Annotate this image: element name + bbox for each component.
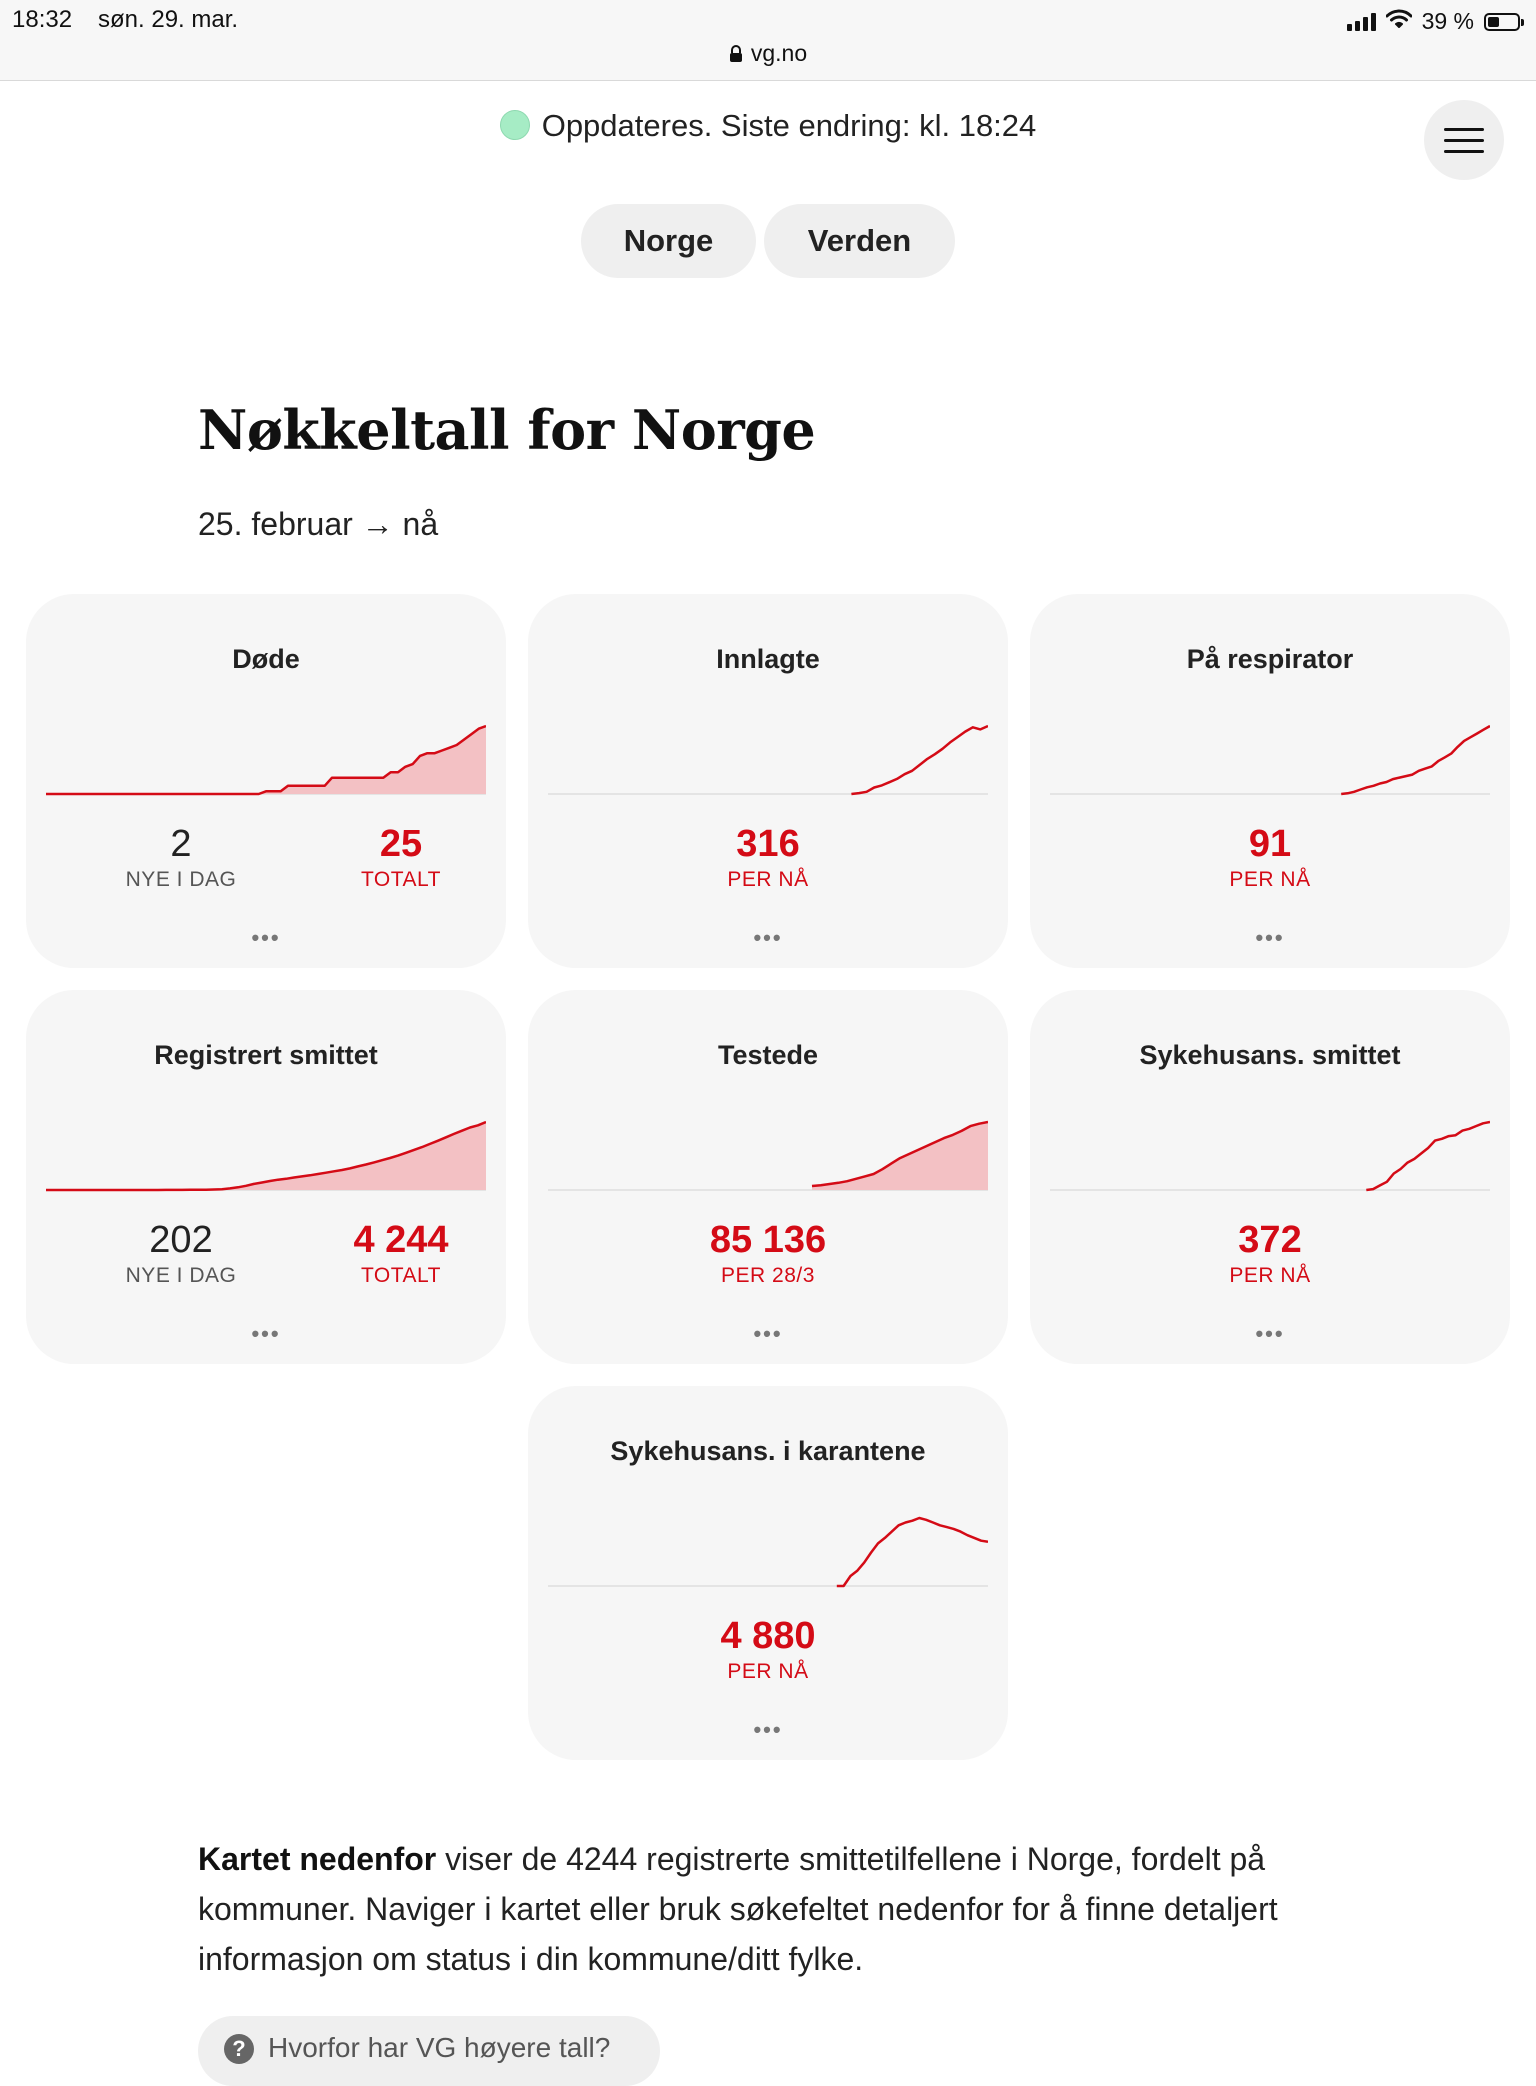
card-title: Sykehusans. i karantene [610, 1436, 926, 1466]
hamburger-icon [1444, 128, 1484, 131]
card-title: Sykehusans. smittet [1139, 1040, 1401, 1070]
sparkline-line [851, 726, 988, 794]
battery-percent: 39 % [1421, 8, 1474, 34]
why-higher-numbers-button[interactable] [198, 2016, 660, 2086]
stat-value: 91 [1248, 823, 1292, 865]
card-sykehusansatte-smittet[interactable] [1030, 990, 1510, 1364]
stat-value: 2 [170, 823, 192, 865]
stat-block [1160, 1218, 1380, 1288]
stat-block [291, 1218, 511, 1288]
trend-sparkline [548, 714, 988, 804]
card-registrert-smittet[interactable] [26, 990, 506, 1364]
stat-value: 202 [149, 1219, 213, 1261]
battery-icon [1484, 13, 1520, 31]
status-icons [1347, 8, 1520, 35]
stat-value: 85 136 [709, 1219, 827, 1261]
stat-value: 372 [1238, 1219, 1302, 1261]
status-bar [0, 0, 1536, 81]
stat-label: NYE I DAG [125, 1264, 237, 1287]
update-text: Oppdateres. Siste endring: kl. 18:24 [541, 108, 1037, 143]
stat-label: TOTALT [360, 1264, 441, 1287]
trend-sparkline [548, 1506, 988, 1596]
more-options-icon[interactable]: ••• [1255, 1321, 1285, 1346]
lock-icon [729, 42, 743, 69]
map-intro-body: viser de 4244 registrerte smittetilfellene i Norge, fordelt på kommuner. Naviger i kartet eller bruk søkefeltet nedenfor for å finne detaljert informasjon om status i din kommune/ditt fylke. [198, 1841, 1278, 1977]
why-higher-numbers-label: Hvorfor har VG høyere tall? [268, 2032, 611, 2063]
tab-verden[interactable]: Verden [764, 204, 955, 278]
stat-block [1160, 822, 1380, 892]
date: søn. 29. mar. [98, 6, 239, 33]
card-innlagte[interactable] [528, 594, 1008, 968]
stat-value: 25 [379, 823, 423, 865]
card-title: Døde [232, 644, 300, 674]
menu-button[interactable] [1424, 100, 1504, 180]
trend-sparkline [46, 714, 486, 804]
card-title: Innlagte [716, 644, 820, 674]
card-sykehusansatte-karantene[interactable] [528, 1386, 1008, 1760]
card-dode[interactable] [26, 594, 506, 968]
sparkline-line [1341, 726, 1490, 794]
stat-value: 316 [736, 823, 800, 865]
update-status [0, 108, 1536, 144]
stat-block [658, 1614, 878, 1684]
stat-block [658, 822, 878, 892]
tab-norge[interactable]: Norge [581, 204, 756, 278]
stat-label: TOTALT [360, 868, 441, 891]
question-icon: ? [224, 2034, 254, 2064]
stat-label: PER NÅ [1229, 1264, 1311, 1287]
more-options-icon[interactable]: ••• [753, 925, 783, 950]
card-title: Registrert smittet [154, 1040, 378, 1070]
trend-sparkline [46, 1110, 486, 1200]
map-intro-text [198, 1834, 1358, 1984]
cellular-signal-icon [1347, 13, 1376, 31]
sparkline-line [1366, 1122, 1490, 1190]
stat-label: PER 28/3 [721, 1264, 815, 1287]
stat-value: 4 880 [720, 1615, 816, 1657]
more-options-icon[interactable]: ••• [251, 1321, 281, 1346]
sparkline-area [46, 1122, 486, 1190]
stat-value: 4 244 [353, 1219, 449, 1261]
date-range: 25. februar → nå [198, 506, 439, 542]
stat-block [658, 1218, 878, 1288]
page-title: Nøkkeltall for Norge [198, 398, 816, 462]
sparkline-line [837, 1518, 988, 1586]
stat-label: PER NÅ [727, 868, 809, 891]
live-indicator-icon [500, 110, 530, 140]
card-title: På respirator [1186, 644, 1354, 674]
sparkline-area [46, 726, 486, 794]
clock: 18:32 [12, 6, 73, 33]
stat-label: PER NÅ [727, 1660, 809, 1683]
stat-block [291, 822, 511, 892]
trend-sparkline [548, 1110, 988, 1200]
more-options-icon[interactable]: ••• [753, 1717, 783, 1742]
card-respirator[interactable] [1030, 594, 1510, 968]
more-options-icon[interactable]: ••• [1255, 925, 1285, 950]
trend-sparkline [1050, 1110, 1490, 1200]
card-title: Testede [717, 1040, 819, 1070]
card-testede[interactable] [528, 990, 1008, 1364]
trend-sparkline [1050, 714, 1490, 804]
wifi-icon [1386, 8, 1412, 35]
stat-label: NYE I DAG [125, 868, 237, 891]
stat-block [71, 822, 291, 892]
battery-level [1488, 17, 1499, 27]
url-text: vg.no [750, 40, 808, 66]
address-bar[interactable] [0, 40, 1536, 69]
map-intro-bold: Kartet nedenfor [198, 1841, 437, 1877]
more-options-icon[interactable]: ••• [753, 1321, 783, 1346]
stat-block [71, 1218, 291, 1288]
stat-label: PER NÅ [1229, 868, 1311, 891]
more-options-icon[interactable]: ••• [251, 925, 281, 950]
